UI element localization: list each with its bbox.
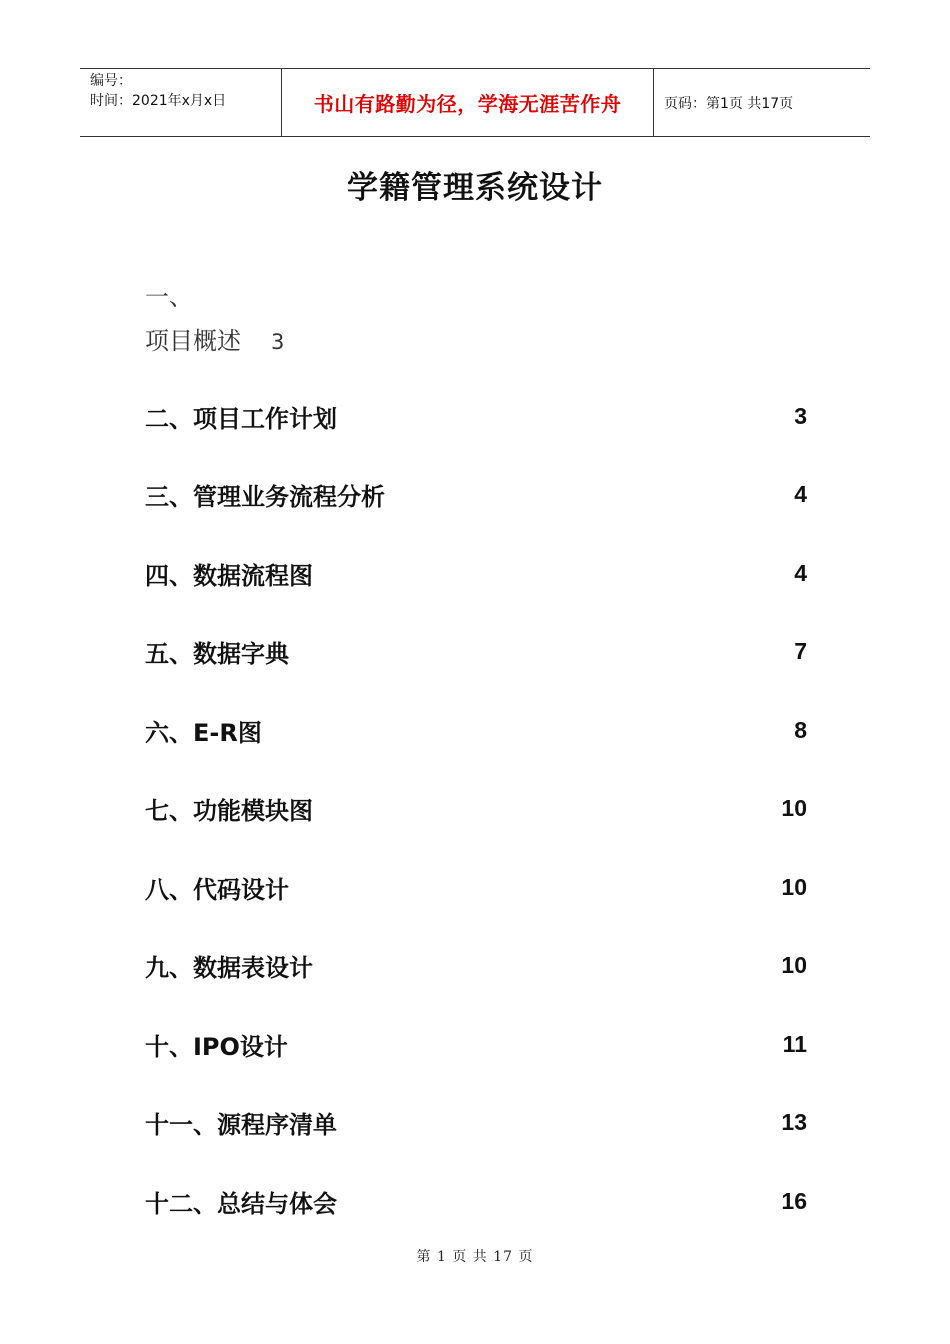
toc-entry[interactable] xyxy=(145,713,807,747)
header-page-info: 页码：第1页 共17页 xyxy=(664,95,794,112)
header-number-label: 编号： xyxy=(90,73,132,89)
toc-entry[interactable] xyxy=(145,399,807,433)
page-header xyxy=(80,68,870,137)
toc-entry-page: 10 xyxy=(781,794,807,821)
toc-entry-title: 七、功能模块图 xyxy=(145,796,313,825)
toc-entry-page: 3 xyxy=(794,402,807,429)
toc-entry-title: 九、数据表设计 xyxy=(145,953,313,982)
document-title: 学籍管理系统设计 xyxy=(347,170,603,206)
toc-first-number: 一、 xyxy=(145,283,193,311)
toc-entry-title: 十二、总结与体会 xyxy=(145,1189,337,1218)
toc-entry-page: 11 xyxy=(782,1030,807,1057)
toc-entry-page: 3 xyxy=(271,330,285,354)
header-meta xyxy=(80,69,281,136)
toc-entry-title: 十、IPO设计 xyxy=(145,1032,288,1061)
toc-entry[interactable] xyxy=(145,948,807,982)
toc-entry-page: 4 xyxy=(794,559,807,586)
toc-entry[interactable] xyxy=(145,634,807,668)
toc-entry[interactable] xyxy=(145,791,807,825)
toc-entry[interactable] xyxy=(145,1027,807,1061)
page-footer: 第 1 页 共 17 页 xyxy=(416,1249,534,1265)
toc-entry[interactable] xyxy=(145,477,807,511)
toc-entry-page: 10 xyxy=(781,951,807,978)
toc-entry-page: 16 xyxy=(781,1187,807,1214)
toc-entry-title: 三、管理业务流程分析 xyxy=(145,482,385,511)
toc-entry-page: 13 xyxy=(781,1108,807,1135)
toc-entry-page: 7 xyxy=(794,637,807,664)
toc-entry-title: 二、项目工作计划 xyxy=(145,404,337,433)
toc-entry-page: 4 xyxy=(794,480,807,507)
toc-entry-title: 六、E-R图 xyxy=(145,718,262,747)
toc-entry-title: 四、数据流程图 xyxy=(145,561,313,590)
toc-entry-title: 五、数据字典 xyxy=(145,639,289,668)
toc-entry[interactable] xyxy=(145,870,807,904)
toc-entry-page: 8 xyxy=(794,716,807,743)
toc-entry-first[interactable] xyxy=(145,321,284,356)
toc-entry-title: 项目概述 xyxy=(145,327,241,355)
toc-entry[interactable] xyxy=(145,556,807,590)
toc-entry-page: 10 xyxy=(781,873,807,900)
toc-entry-title: 十一、源程序清单 xyxy=(145,1110,337,1139)
toc-entry[interactable] xyxy=(145,1105,807,1139)
header-motto: 书山有路勤为径，学海无涯苦作舟 xyxy=(281,69,654,136)
toc-entry-title: 八、代码设计 xyxy=(145,875,289,904)
header-time-label: 时间：2021年x月x日 xyxy=(90,93,227,109)
toc-entry[interactable] xyxy=(145,1184,807,1218)
